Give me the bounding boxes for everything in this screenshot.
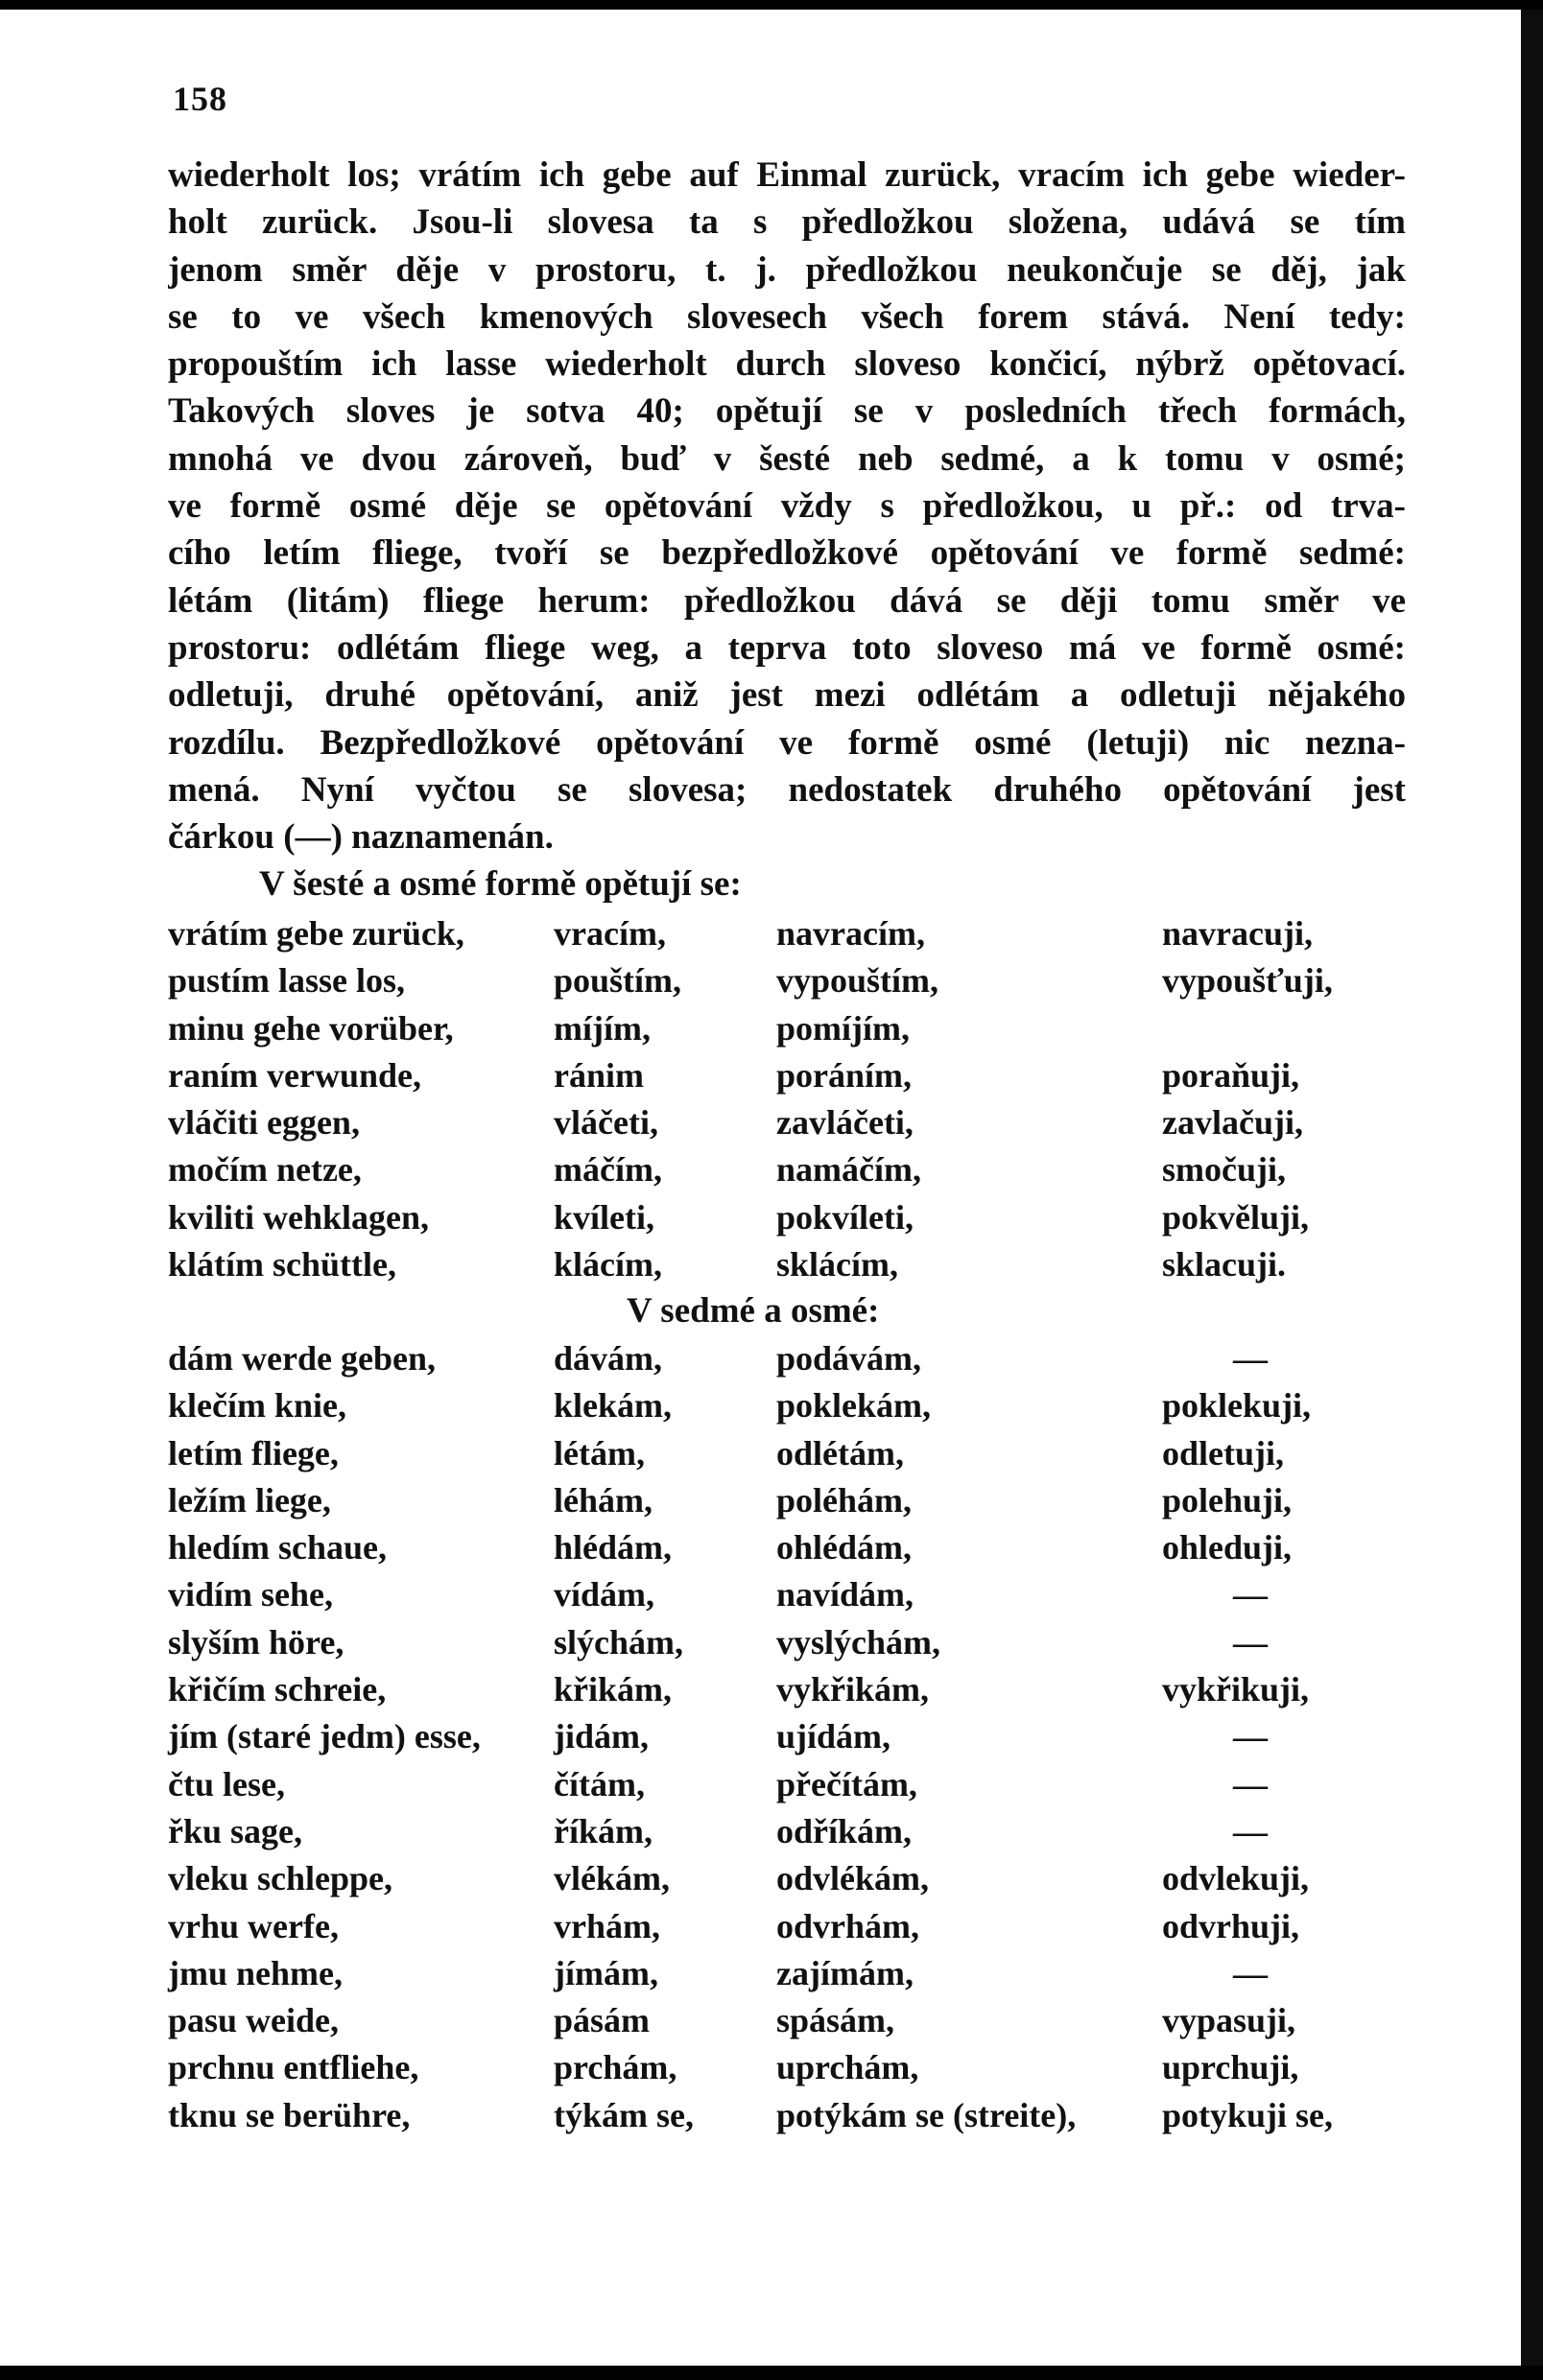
prefixed-form-cell: sklácím, bbox=[776, 1245, 899, 1284]
eighth-form-cell: odletuji, bbox=[1162, 1433, 1285, 1473]
verb-row bbox=[168, 1713, 1406, 1760]
seventh-form-cell: ránim bbox=[554, 1055, 644, 1095]
base-verb-cell: prchnu entfliehe, bbox=[168, 2048, 419, 2087]
verb-row bbox=[168, 1524, 1406, 1571]
base-verb-cell: klátím schüttle, bbox=[168, 1245, 396, 1284]
section-heading-seventh-eighth: V sedmé a osmé: bbox=[627, 1291, 880, 1331]
base-verb-cell: pustím lasse los, bbox=[168, 961, 406, 1001]
prefixed-form-cell: navídám, bbox=[776, 1575, 914, 1614]
base-verb-cell: klečím knie, bbox=[168, 1386, 346, 1426]
prefixed-form-cell: podávám, bbox=[776, 1339, 922, 1378]
base-verb-cell: jím (staré jedm) esse, bbox=[168, 1717, 481, 1756]
seventh-form-cell: vracím, bbox=[554, 914, 666, 953]
seventh-form-cell: máčím, bbox=[554, 1150, 662, 1190]
paragraph-line: jenom směr děje v prostoru, t. j. předložkou neukončuje se děj, jak bbox=[168, 249, 1406, 290]
paragraph-line: prostoru: odlétám fliege weg, a teprva toto sloveso má ve formě osmé: bbox=[168, 627, 1406, 668]
eighth-form-cell: poraňuji, bbox=[1162, 1055, 1300, 1095]
base-verb-cell: křičím schreie, bbox=[168, 1670, 387, 1709]
base-verb-cell: jmu nehme, bbox=[168, 1953, 343, 1992]
seventh-form-cell: vláčeti, bbox=[554, 1103, 658, 1143]
body-paragraph bbox=[168, 152, 1406, 860]
seventh-form-cell: prchám, bbox=[554, 2048, 677, 2087]
eighth-form-cell: poklekuji, bbox=[1162, 1386, 1312, 1426]
eighth-form-cell: — bbox=[1233, 1622, 1268, 1661]
eighth-form-cell: navracuji, bbox=[1162, 914, 1313, 953]
seventh-form-cell: léhám, bbox=[554, 1480, 653, 1520]
seventh-form-cell: říkám, bbox=[554, 1811, 653, 1850]
seventh-form-cell: křikám, bbox=[554, 1670, 673, 1709]
eighth-form-cell: — bbox=[1233, 1575, 1268, 1614]
base-verb-cell: hledím schaue, bbox=[168, 1528, 388, 1567]
seventh-form-cell: létám, bbox=[554, 1433, 645, 1473]
paragraph-line: se to ve všech kmenových slovesech všech forem stává. Není tedy: bbox=[168, 296, 1406, 337]
verb-row bbox=[168, 1950, 1406, 1997]
eighth-form-cell: uprchuji, bbox=[1162, 2048, 1299, 2087]
verb-row bbox=[168, 1052, 1406, 1099]
base-verb-cell: ležím liege, bbox=[168, 1480, 331, 1520]
prefixed-form-cell: pokvíleti, bbox=[776, 1197, 914, 1237]
eighth-form-cell: — bbox=[1233, 1339, 1268, 1378]
prefixed-form-cell: ujídám, bbox=[776, 1717, 891, 1756]
eighth-form-cell: ohleduji, bbox=[1162, 1528, 1293, 1567]
seventh-form-cell: pásám bbox=[554, 2001, 651, 2040]
verb-row bbox=[168, 1335, 1406, 1382]
prefixed-form-cell: odříkám, bbox=[776, 1811, 913, 1850]
eighth-form-cell: vypasuji, bbox=[1162, 2001, 1296, 2040]
prefixed-form-cell: potýkám se (streite), bbox=[776, 2095, 1077, 2134]
eighth-form-cell: vykřikuji, bbox=[1162, 1670, 1310, 1709]
prefixed-form-cell: přečítám, bbox=[776, 1764, 917, 1803]
eighth-form-cell: — bbox=[1233, 1811, 1268, 1850]
eighth-form-cell: polehuji, bbox=[1162, 1480, 1293, 1520]
verb-row bbox=[168, 1099, 1406, 1146]
paragraph-line: mnohá ve dvou zároveň, buď v šesté neb sedmé, a k tomu v osmé; bbox=[168, 438, 1406, 479]
eighth-form-cell: — bbox=[1233, 1717, 1268, 1756]
eighth-form-cell: — bbox=[1233, 1764, 1268, 1803]
seventh-form-cell: vídám, bbox=[554, 1575, 655, 1614]
scan-border-top bbox=[0, 0, 1543, 10]
seventh-form-cell: vrhám, bbox=[554, 1906, 660, 1945]
paragraph-line: cího letím fliege, tvoří se bezpředložkové opětování ve formě sedmé: bbox=[168, 533, 1406, 574]
prefixed-form-cell: poklekám, bbox=[776, 1386, 932, 1426]
prefixed-form-cell: vyslýchám, bbox=[776, 1622, 940, 1661]
eighth-form-cell: odvlekuji, bbox=[1162, 1859, 1310, 1898]
prefixed-form-cell: odvrhám, bbox=[776, 1906, 920, 1945]
page-number: 158 bbox=[173, 80, 227, 118]
base-verb-cell: čtu lese, bbox=[168, 1764, 285, 1803]
seventh-form-cell: klekám, bbox=[554, 1386, 673, 1426]
base-verb-cell: slyším höre, bbox=[168, 1622, 344, 1661]
seventh-form-cell: kvíleti, bbox=[554, 1197, 654, 1237]
eighth-form-cell: zavlačuji, bbox=[1162, 1103, 1303, 1143]
base-verb-cell: vláčiti eggen, bbox=[168, 1103, 360, 1143]
verb-row bbox=[168, 1903, 1406, 1950]
verb-row bbox=[168, 1430, 1406, 1477]
base-verb-cell: minu gehe vorüber, bbox=[168, 1008, 454, 1048]
prefixed-form-cell: odvlékám, bbox=[776, 1859, 930, 1898]
verb-row bbox=[168, 1619, 1406, 1666]
verb-row bbox=[168, 1005, 1406, 1052]
eighth-form-cell: sklacuji. bbox=[1162, 1245, 1287, 1284]
base-verb-cell: dám werde geben, bbox=[168, 1339, 436, 1378]
prefixed-form-cell: odlétám, bbox=[776, 1433, 904, 1473]
eighth-form-cell: pokvěluji, bbox=[1162, 1197, 1310, 1237]
paragraph-line: Takových sloves je sotva 40; opětují se v posledních třech formách, bbox=[168, 391, 1406, 432]
seventh-form-cell: hlédám, bbox=[554, 1528, 673, 1567]
seventh-form-cell: čítám, bbox=[554, 1764, 645, 1803]
verb-row bbox=[168, 1194, 1406, 1241]
base-verb-cell: tknu se berühre, bbox=[168, 2095, 411, 2134]
seventh-form-cell: klácím, bbox=[554, 1245, 662, 1284]
base-verb-cell: raním verwunde, bbox=[168, 1055, 421, 1095]
eighth-form-cell: smočuji, bbox=[1162, 1150, 1286, 1190]
seventh-form-cell: slýchám, bbox=[554, 1622, 683, 1661]
prefixed-form-cell: vypouštím, bbox=[776, 961, 939, 1001]
paragraph-line: mená. Nyní vyčtou se slovesa; nedostatek druhého opětování jest bbox=[168, 769, 1406, 810]
seventh-form-cell: dávám, bbox=[554, 1339, 663, 1378]
prefixed-form-cell: namáčím, bbox=[776, 1150, 921, 1190]
verb-row bbox=[168, 910, 1406, 957]
scan-border-right bbox=[1521, 0, 1543, 2380]
base-verb-cell: kviliti wehklagen, bbox=[168, 1197, 430, 1237]
prefixed-form-cell: ohlédám, bbox=[776, 1528, 913, 1567]
verb-row bbox=[168, 1855, 1406, 1902]
prefixed-form-cell: pomíjím, bbox=[776, 1008, 910, 1048]
paragraph-line: rozdílu. Bezpředložkové opětování ve formě osmé (letuji) nic nezna- bbox=[168, 722, 1406, 763]
base-verb-cell: řku sage, bbox=[168, 1811, 303, 1850]
verb-row bbox=[168, 957, 1406, 1004]
eighth-form-cell: — bbox=[1233, 1953, 1268, 1992]
eighth-form-cell: odvrhuji, bbox=[1162, 1906, 1300, 1945]
verb-row bbox=[168, 1146, 1406, 1193]
verb-row bbox=[168, 1666, 1406, 1713]
prefixed-form-cell: poléhám, bbox=[776, 1480, 913, 1520]
base-verb-cell: vidím sehe, bbox=[168, 1575, 334, 1614]
eighth-form-cell: vypoušťuji, bbox=[1162, 961, 1333, 1001]
verb-row bbox=[168, 2092, 1406, 2139]
section-heading-sixth-eighth: V šesté a osmé formě opětují se: bbox=[259, 864, 742, 904]
base-verb-cell: močím netze, bbox=[168, 1150, 362, 1190]
base-verb-cell: letím fliege, bbox=[168, 1433, 339, 1473]
verb-table-seventh-eighth bbox=[168, 1335, 1406, 2139]
paragraph-line: odletuji, druhé opětování, aniž jest mezi odlétám a odletuji nějakého bbox=[168, 675, 1406, 716]
verb-row bbox=[168, 1382, 1406, 1429]
paragraph-line: holt zurück. Jsou-li slovesa ta s předložkou složena, udává se tím bbox=[168, 202, 1406, 243]
base-verb-cell: vleku schleppe, bbox=[168, 1859, 393, 1898]
prefixed-form-cell: zajímám, bbox=[776, 1953, 914, 1992]
verb-row bbox=[168, 1997, 1406, 2044]
seventh-form-cell: jímám, bbox=[554, 1953, 658, 1992]
paragraph-line: ve formě osmé děje se opětování vždy s předložkou, u př.: od trva- bbox=[168, 486, 1406, 527]
verb-table-sixth-eighth bbox=[168, 910, 1406, 1288]
prefixed-form-cell: uprchám, bbox=[776, 2048, 919, 2087]
paragraph-line: létám (litám) fliege herum: předložkou dává se ději tomu směr ve bbox=[168, 580, 1406, 621]
prefixed-form-cell: poráním, bbox=[776, 1055, 913, 1095]
verb-row bbox=[168, 1808, 1406, 1855]
paragraph-line: propouštím ich lasse wiederholt durch sloveso končicí, nýbrž opětovací. bbox=[168, 344, 1406, 385]
prefixed-form-cell: zavláčeti, bbox=[776, 1103, 914, 1143]
base-verb-cell: vrátím gebe zurück, bbox=[168, 914, 464, 953]
scan-border-bottom bbox=[0, 2366, 1543, 2380]
prefixed-form-cell: navracím, bbox=[776, 914, 925, 953]
eighth-form-cell: potykuji se, bbox=[1162, 2095, 1334, 2134]
prefixed-form-cell: spásám, bbox=[776, 2001, 895, 2040]
seventh-form-cell: pouštím, bbox=[554, 961, 682, 1001]
seventh-form-cell: týkám se, bbox=[554, 2095, 694, 2134]
seventh-form-cell: vlékám, bbox=[554, 1859, 670, 1898]
paragraph-line: čárkou (—) naznamenán. bbox=[168, 817, 554, 858]
verb-row bbox=[168, 2044, 1406, 2091]
verb-row bbox=[168, 1477, 1406, 1524]
base-verb-cell: vrhu werfe, bbox=[168, 1906, 339, 1945]
seventh-form-cell: jidám, bbox=[554, 1717, 649, 1756]
verb-row bbox=[168, 1571, 1406, 1618]
verb-row bbox=[168, 1241, 1406, 1288]
seventh-form-cell: míjím, bbox=[554, 1008, 651, 1048]
verb-row bbox=[168, 1761, 1406, 1808]
prefixed-form-cell: vykřikám, bbox=[776, 1670, 930, 1709]
base-verb-cell: pasu weide, bbox=[168, 2001, 340, 2040]
paragraph-line: wiederholt los; vrátím ich gebe auf Einmal zurück, vracím ich gebe wieder- bbox=[168, 155, 1406, 195]
